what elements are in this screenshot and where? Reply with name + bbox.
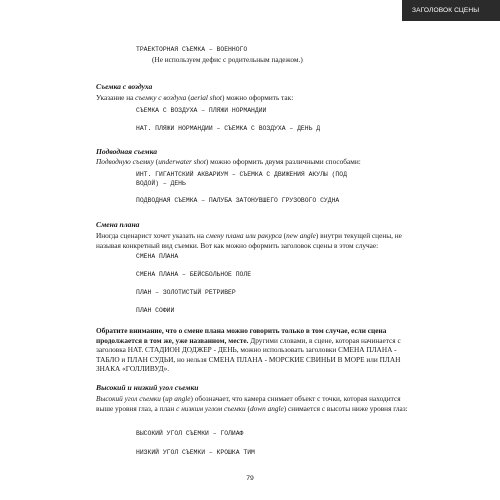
running-head: ЗАГОЛОВОК СЦЕНЫ bbox=[402, 0, 500, 21]
script-example-underwater-1: ИНТ. ГИГАНТСКИЙ АКВАРИУМ – СЪЕМКА С ДВИЖЕНИЯ АКУЛЫ (ПОД ВОДОЙ) – ДЕНЬ bbox=[136, 171, 347, 187]
paragraph-angles: Высокий угол съемки (up angle) обозначает, что камера снимает объект с точки, которая находится выше уровня глаз, а план с низким углом съемки (down angle) снимается с высоты ниже уровня глаз: bbox=[96, 394, 408, 413]
paragraph-underwater: Подводную съемку (underwater shot) можно оформить двумя различными способами: bbox=[96, 157, 361, 166]
paragraph-change-note: Обратите внимание, что о смене плана можно говорить только в том случае, если сцена продолжается в том же, уже названном, месте. Другими словами, в сцене, которая начинается с заголовка НАТ. СТАДИОН ДОДЖЕР - ДЕНЬ, можно использовать заголовки СМЕНА ПЛАНА - ТАБЛО и ПЛАН СУДЬИ, но нельзя СМЕНА ПЛАНА - МОРСКИЕ СВИНЬИ В МОРЕ или ПЛАН ЗНАКА «ГОЛЛИВУД». bbox=[96, 326, 401, 374]
section-heading-change: Смена плана bbox=[96, 220, 140, 229]
section-heading-underwater: Подводная съемка bbox=[96, 147, 158, 156]
script-example-angles-1: ВЫСОКИЙ УГОЛ СЪЕМКИ – ГОЛИАФ bbox=[136, 430, 244, 437]
script-example-angles-2: НИЗКИЙ УГОЛ СЪЕМКИ – КРОШКА ТИМ bbox=[136, 449, 255, 456]
script-example-aerial-1: СЪЕМКА С ВОЗДУХА – ПЛЯЖИ НОРМАНДИИ bbox=[136, 107, 267, 114]
script-note: (Не используем дефис с родительным падежом.) bbox=[152, 55, 303, 64]
script-example-change-1: СМЕНА ПЛАНА bbox=[136, 253, 179, 260]
paragraph-change: Иногда сценарист хочет указать на смену плана или ракурса (new angle) внутри текущей сцены, не называя конкретный вид съемки. Вот как можно оформить заголовок сцены в этом случае: bbox=[96, 231, 402, 250]
paragraph-aerial: Указание на съемку с воздуха (aerial shot) можно оформить так: bbox=[96, 93, 294, 102]
page-number: 79 bbox=[246, 475, 254, 482]
script-example-underwater-2: ПОДВОДНАЯ СЪЕМКА – ПАЛУБА ЗАТОНУВШЕГО ГРУЗОВОГО СУДНА bbox=[136, 197, 340, 204]
script-example-change-4: ПЛАН СОФИИ bbox=[136, 307, 175, 314]
script-example-change-2: СМЕНА ПЛАНА – БЕЙСБОЛЬНОЕ ПОЛЕ bbox=[136, 271, 252, 278]
script-example-aerial-2: НАТ. ПЛЯЖИ НОРМАНДИИ – СЪЕМКА С ВОЗДУХА – ДЕНЬ Д bbox=[136, 125, 321, 132]
script-example-change-3: ПЛАН – ЗОЛОТИСТЫЙ РЕТРИВЕР bbox=[136, 289, 236, 296]
script-line: ТРАЕКТОРНАЯ СЪЕМКА – ВОЕННОГО bbox=[136, 46, 248, 53]
section-heading-aerial: Съемка с воздуха bbox=[96, 82, 153, 91]
section-heading-angles: Высокий и низкий угол съемки bbox=[96, 383, 199, 392]
